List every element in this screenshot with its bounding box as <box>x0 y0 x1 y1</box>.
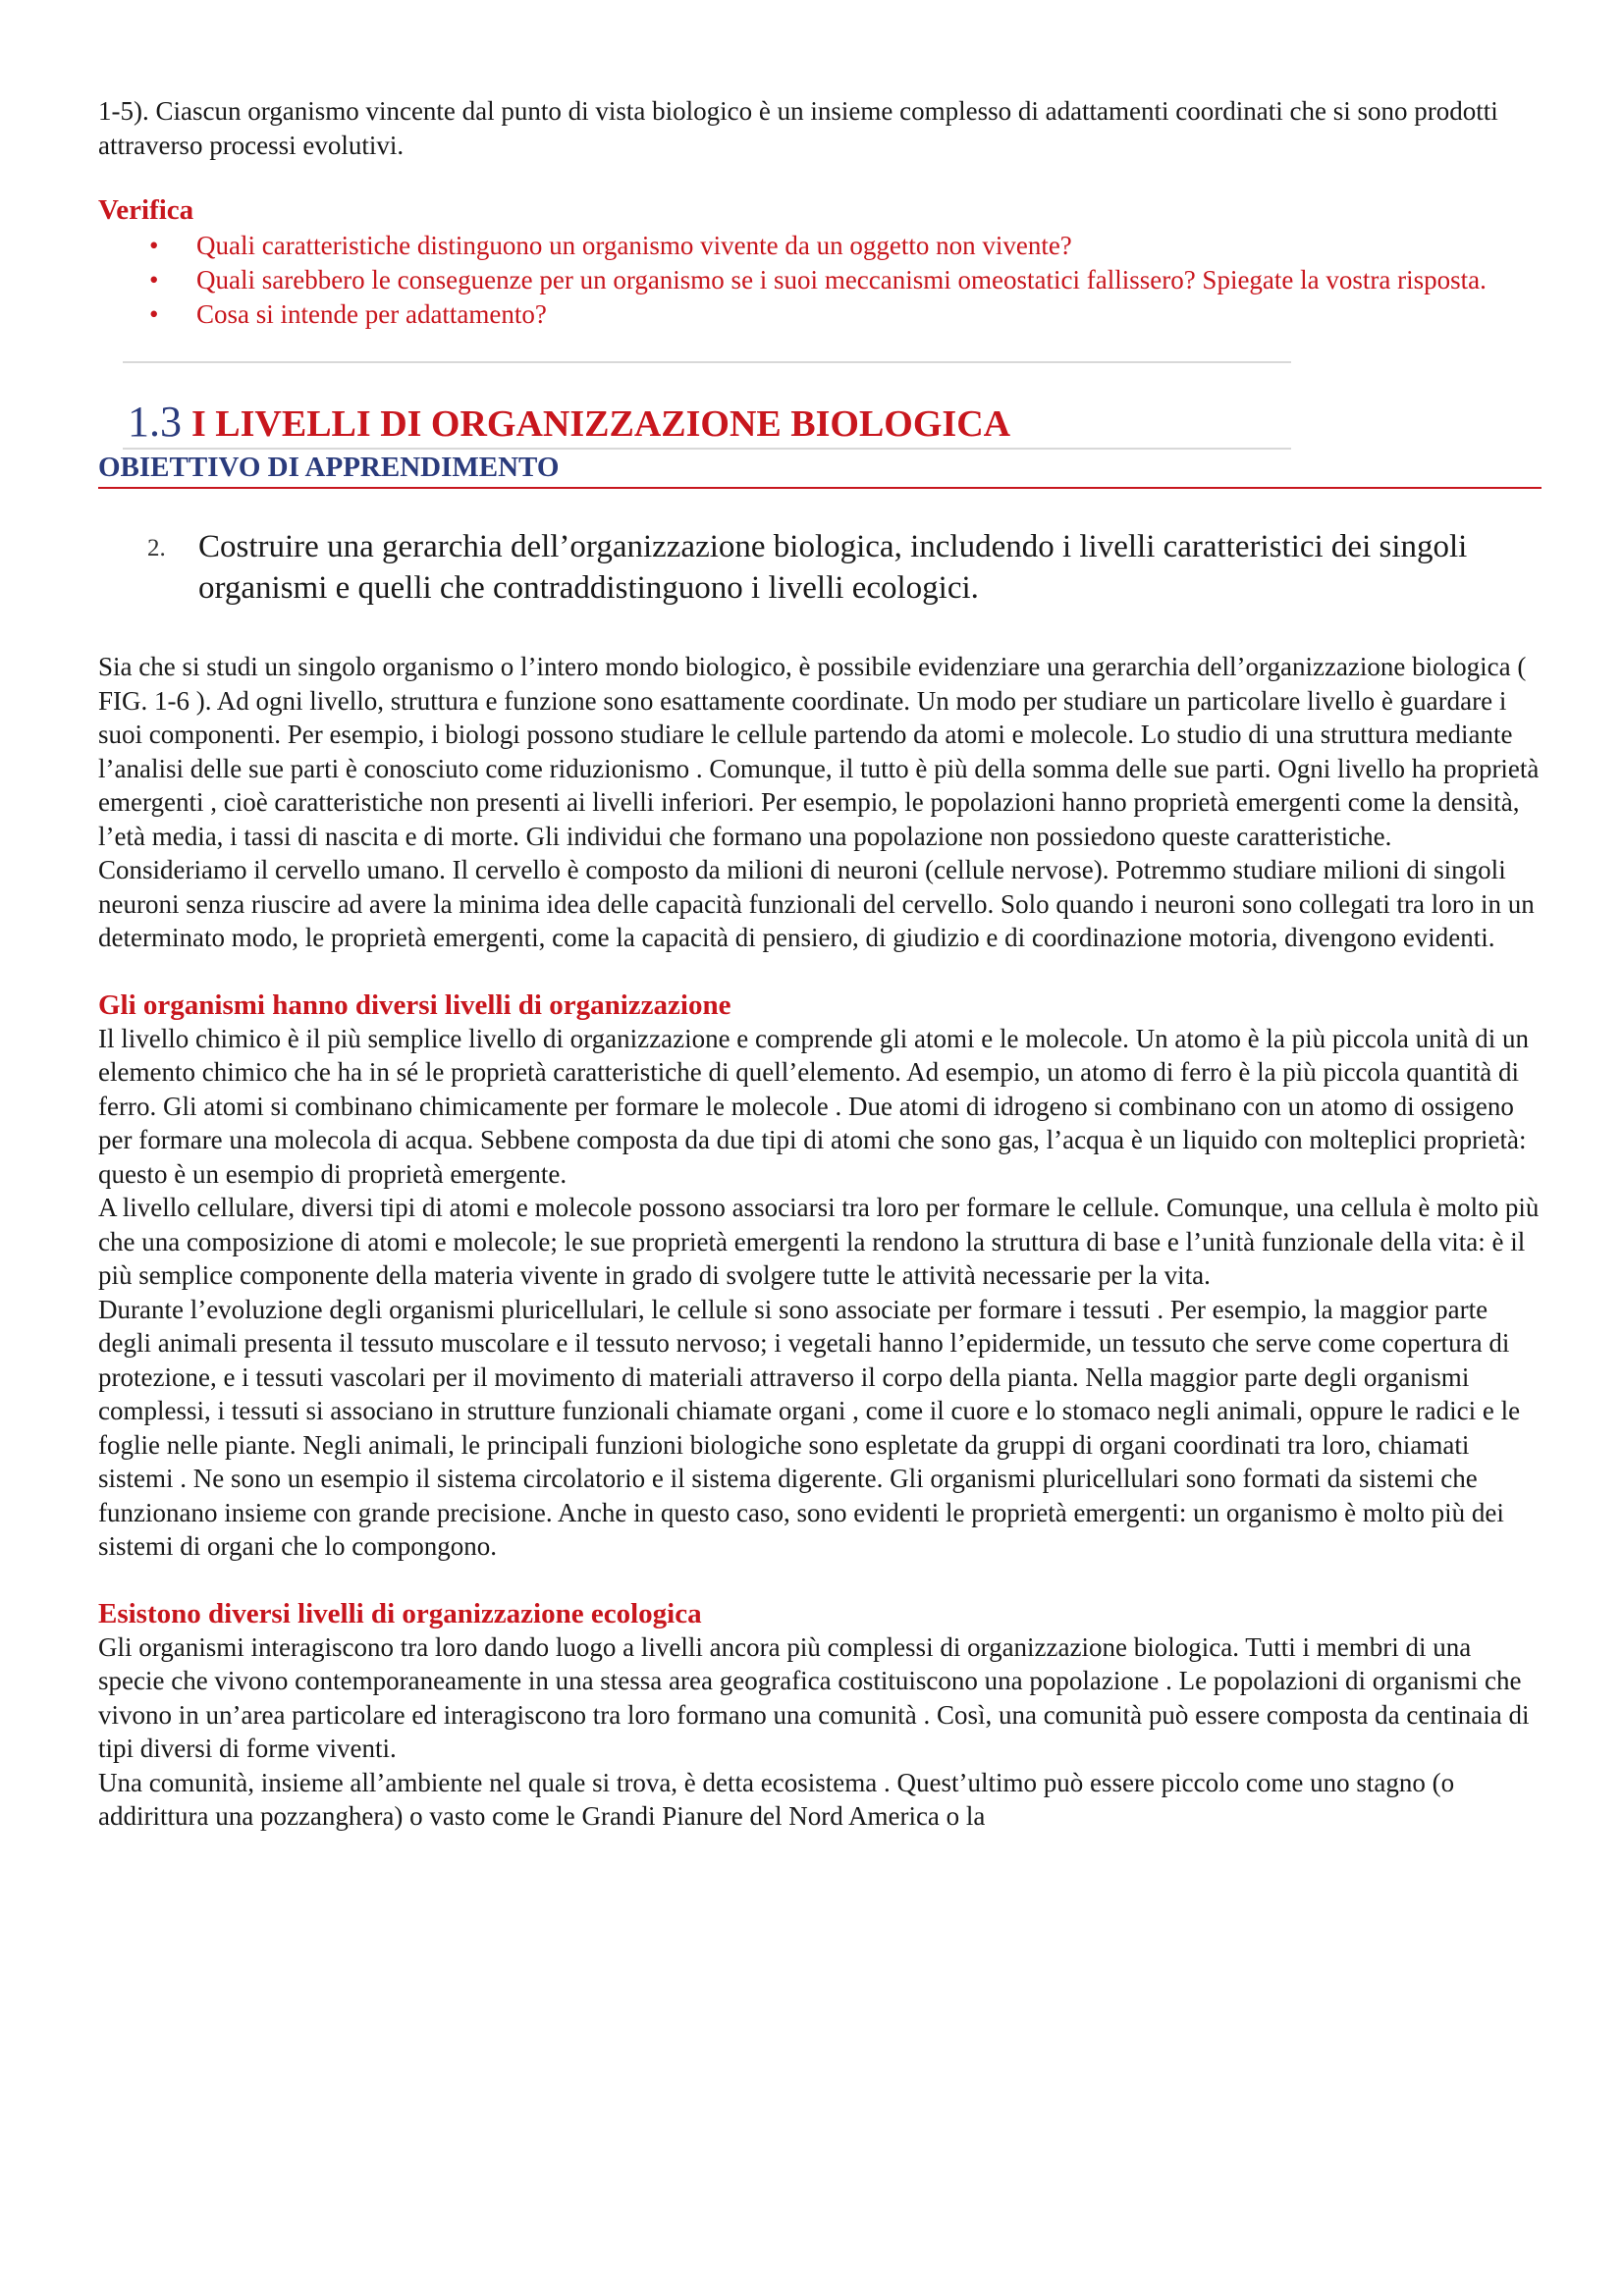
body-paragraph: Il livello chimico è il più semplice livello di organizzazione e comprende gli atomi e le molecole. Un atomo è la più piccola unità di un elemento chimico che ha in sé le proprietà caratteristiche di quell’elemento. Ad esempio, un atomo di ferro è la più piccola quantità di ferro. Gli atomi si combinano chimicamente per formare le molecole . Due atomi di idrogeno si combinano con un atomo di ossigeno per formare una molecola di acqua. Sebbene composta da due tipi di atomi che sono gas, l’acqua è un liquido con molteplici proprietà: questo è un esempio di proprietà emergente. <box>98 1023 1530 1189</box>
list-item <box>149 297 1542 332</box>
subsection-heading: Esistono diversi livelli di organizzazione ecologica <box>98 1597 702 1629</box>
question-text: Quali caratteristiche distinguono un organismo vivente da un oggetto non vivente? <box>196 231 1072 260</box>
list-item <box>149 263 1542 297</box>
bullet-icon: • <box>149 265 159 294</box>
objective-text: Costruire una gerarchia dell’organizzazione biologica, includendo i livelli caratteristici dei singoli organismi e quelli che contraddistinguono i livelli ecologici. <box>198 529 1468 606</box>
spacer <box>98 955 1542 988</box>
section-heading <box>128 399 1542 446</box>
body-paragraph: A livello cellulare, diversi tipi di atomi e molecole possono associarsi tra loro per formare le cellule. Comunque, una cellula è molto più che una composizione di atomi e molecole; le sue proprietà emergenti la rendono la struttura di base e l’unità funzionale della vita: è il più semplice componente della materia vivente in grado di svolgere tutte le attività necessarie per la vita. <box>98 1193 1540 1290</box>
objective-label: OBIETTIVO DI APPRENDIMENTO <box>98 452 560 483</box>
objective-item <box>147 526 1542 609</box>
document-page <box>98 94 1542 1834</box>
spacer <box>98 1564 1542 1597</box>
subsection-heading: Gli organismi hanno diversi livelli di organizzazione <box>98 988 731 1021</box>
objective-number: 2. <box>147 535 166 561</box>
verifica-box <box>98 191 1542 332</box>
verifica-title: Verifica <box>98 194 194 226</box>
intro-paragraph: 1-5). Ciascun organismo vincente dal punto di vista biologico è un insieme complesso di adattamenti coordinati che si sono prodotti attraverso processi evolutivi. <box>98 96 1498 160</box>
body-paragraph: Durante l’evoluzione degli organismi pluricellulari, le cellule si sono associate per formare i tessuti . Per esempio, la maggior parte degli animali presenta il tessuto muscolare e il tessuto nervoso; i vegetali hanno l’epidermide, un tessuto che serve come copertura di protezione, e i tessuti vascolari per il movimento di materiali attraverso il corpo della pianta. Nella maggior parte degli organismi complessi, i tessuti si associano in strutture funzionali chiamate organi , come il cuore e lo stomaco negli animali, oppure le radici e le foglie nelle piante. Negli animali, le principali funzioni biologiche sono espletate da gruppi di organi coordinati tra loro, chiamati sistemi . Ne sono un esempio il sistema circolatorio e il sistema digerente. Gli organismi pluricellulari sono formati da sistemi che funzionano insieme con grande precisione. Anche in questo caso, sono evidenti le proprietà emergenti: un organismo è molto più dei sistemi di organi che lo compongono. <box>98 1294 1521 1561</box>
body-paragraph: Gli organismi interagiscono tra loro dando luogo a livelli ancora più complessi di organizzazione biologica. Tutti i membri di una specie che vivono contemporaneamente in una stessa area geografica costituiscono una popolazione . Le popolazioni di organismi che vivono in un’area particolare ed interagiscono tra loro formano una comunità . Così, una comunità può essere composta da centinaia di tipi diversi di forme viventi. <box>98 1631 1530 1763</box>
section-title: I LIVELLI DI ORGANIZZAZIONE BIOLOGICA <box>191 403 1011 445</box>
list-item <box>149 229 1542 263</box>
bullet-icon: • <box>149 231 159 260</box>
question-text: Cosa si intende per adattamento? <box>196 299 547 329</box>
question-text: Quali sarebbero le conseguenze per un organismo se i suoi meccanismi omeostatici fallissero? Spiegate la vostra risposta. <box>196 265 1487 294</box>
verifica-list <box>98 229 1542 332</box>
bullet-icon: • <box>149 299 159 329</box>
section-number: 1.3 <box>128 398 182 446</box>
divider <box>98 487 1542 489</box>
divider <box>123 361 1291 363</box>
body-paragraph: Sia che si studi un singolo organismo o l’intero mondo biologico, è possibile evidenziare una gerarchia dell’organizzazione biologica ( FIG. 1-6 ). Ad ogni livello, struttura e funzione sono esattamente coordinate. Un modo per studiare un particolare livello è guardare i suoi componenti. Per esempio, i biologi possono studiare le cellule partendo da atomi e molecole. Lo studio di una struttura mediante l’analisi delle sue parti è conosciuto come riduzionismo . Comunque, il tutto è più della somma delle sue parti. Ogni livello ha proprietà emergenti , cioè caratteristiche non presenti ai livelli inferiori. Per esempio, le popolazioni hanno proprietà emergenti come la densità, l’età media, i tassi di nascita e di morte. Gli individui che formano una popolazione non possiedono queste caratteristiche. Consideriamo il cervello umano. Il cervello è composto da milioni di neuroni (cellule nervose). Potremmo studiare milioni di singoli neuroni senza riuscire ad avere la minima idea delle capacità funzionali del cervello. Solo quando i neuroni sono collegati tra loro in un determinato modo, le proprietà emergenti, come la capacità di pensiero, di giudizio e di coordinazione motoria, divengono evidenti. <box>98 652 1540 952</box>
body-paragraph: Una comunità, insieme all’ambiente nel quale si trova, è detta ecosistema . Quest’ultimo può essere piccolo come uno stagno (o addirittura una pozzanghera) o vasto come le Grandi Pianure del Nord America o la <box>98 1767 1455 1831</box>
